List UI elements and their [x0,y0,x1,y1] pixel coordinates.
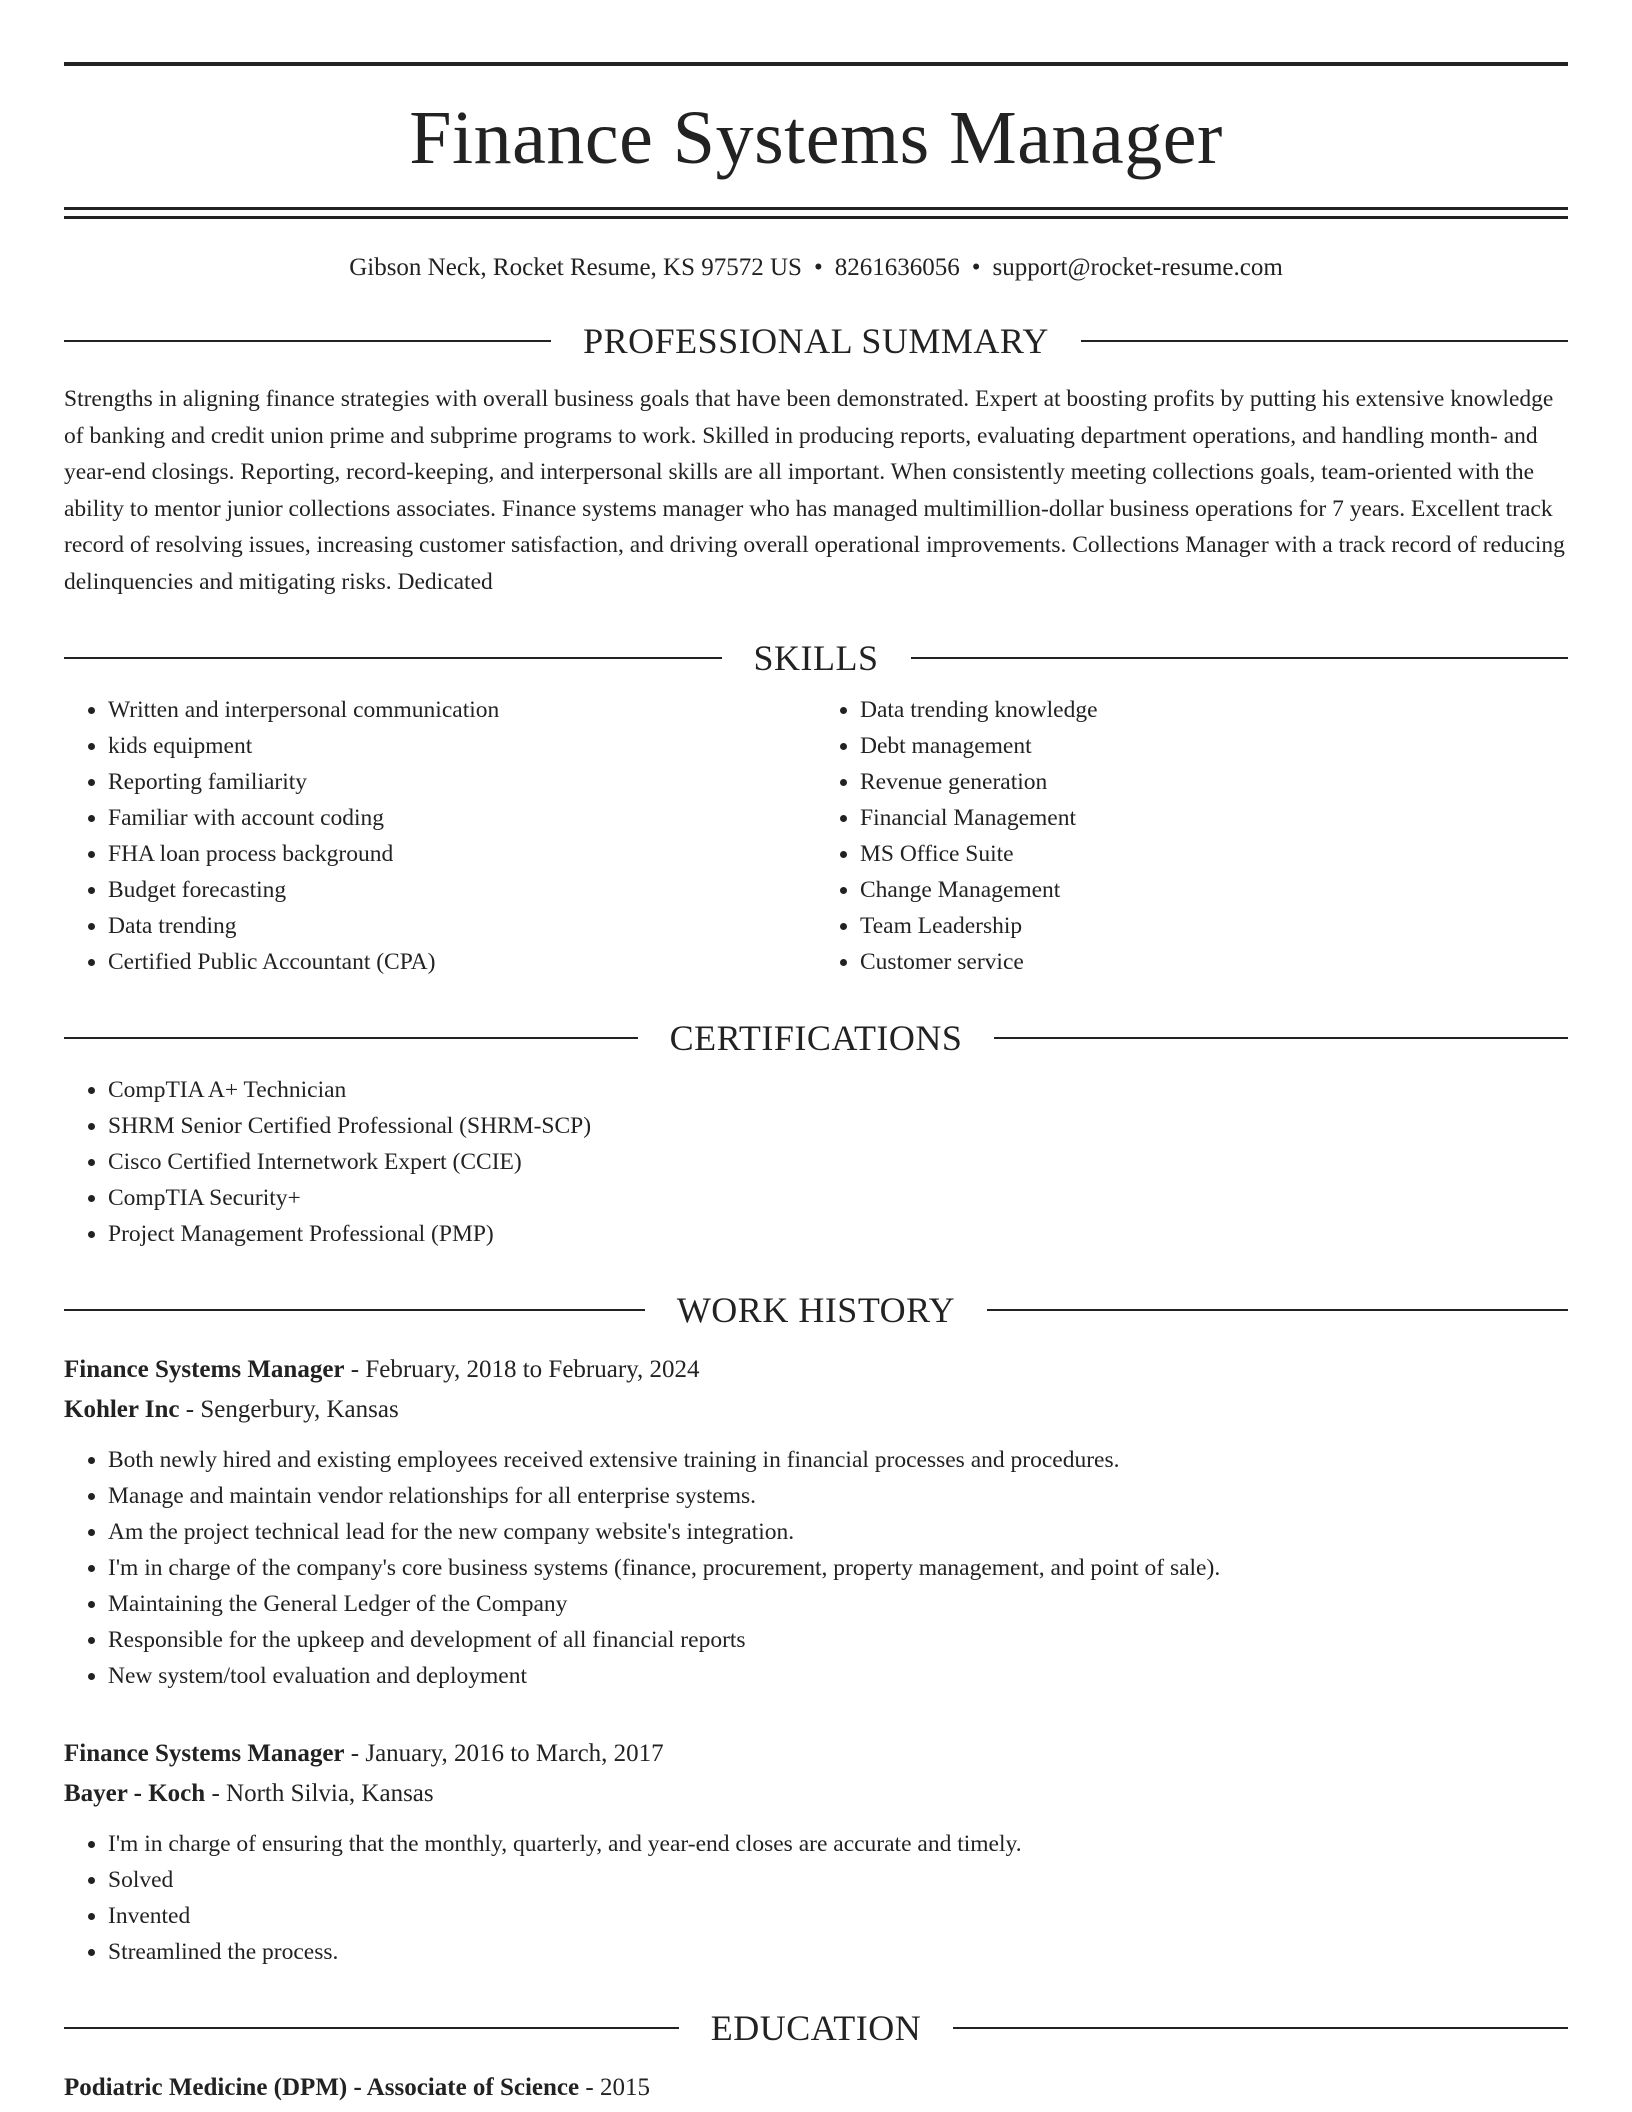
job-duty-item: • I'm in charge of ensuring that the monthly, quarterly, and year-end closes are accurate and timely. [108,1826,1568,1862]
contact-separator: • [813,254,823,281]
job-duties-list [64,1442,1568,1694]
education-degree: Podiatric Medicine (DPM) - Associate of Science [64,2074,580,2101]
skill-item: • Customer service [860,944,1568,980]
certification-item: • Cisco Certified Internetwork Expert (CCIE) [108,1144,1568,1180]
summary-paragraph: Strengths in aligning finance strategies with overall business goals that have been demonstrated. Expert at boosting profits by putting his extensive knowledge of banking and credit union prime and subprime programs to work. Skilled in producing reports, evaluating department operations, and handling month- and year-end closings. Reporting, record-keeping, and interpersonal skills are all important. When consistently meeting collections goals, team-oriented with the ability to mentor junior collections associates. Finance systems manager who has managed multimillion-dollar business operations for 7 years. Excellent track record of resolving issues, increasing customer satisfaction, and driving overall operational improvements. Collections Manager with a track record of reducing delinquencies and mitigating risks. Dedicated [64,386,1565,595]
section-divider [987,1309,1568,1311]
job-title: Finance Systems Manager [64,1740,345,1767]
section-divider [64,1309,645,1311]
skill-item: • Financial Management [860,800,1568,836]
title-block [64,0,1568,219]
job-dates: - January, 2016 to March, 2017 [344,1740,664,1767]
section-title: PROFESSIONAL SUMMARY [583,321,1049,361]
title-rule-lower [64,216,1568,219]
section-divider [64,2027,679,2029]
job-duty-item: • Manage and maintain vendor relationships for all enterprise systems. [108,1478,1568,1514]
job-company: Kohler Inc [64,1396,180,1423]
skill-item: • Written and interpersonal communication [108,692,816,728]
job-duty-item: • New system/tool evaluation and deployment [108,1658,1568,1694]
skills-column-right [816,678,1568,980]
title-rule-upper [64,207,1568,210]
skill-item: • Certified Public Accountant (CPA) [108,944,816,980]
contact-phone: 8261636056 [834,254,960,281]
top-rule [64,62,1568,66]
job-dates: - February, 2018 to February, 2024 [344,1356,700,1383]
skills-list-right [816,692,1568,980]
education-entry [64,2068,1568,2108]
skill-item: • MS Office Suite [860,836,1568,872]
job-duty-item: • Streamlined the process. [108,1934,1568,1970]
job-duties-list [64,1826,1568,1970]
skill-item: • Data trending knowledge [860,692,1568,728]
certifications-list [64,1072,1568,1252]
job-duty-item: • I'm in charge of the company's core business systems (finance, procurement, property management, and point of sale). [108,1550,1568,1586]
job-location: - North Silvia, Kansas [205,1780,434,1807]
section-title: SKILLS [753,638,879,678]
section-title: CERTIFICATIONS [669,1018,963,1058]
job-company-line [64,1774,1568,1814]
certification-item: • CompTIA A+ Technician [108,1072,1568,1108]
job-company-line [64,1390,1568,1430]
contact-line [64,253,1568,283]
skills-list-left [64,692,816,980]
certification-item: • Project Management Professional (PMP) [108,1216,1568,1252]
certification-item: • CompTIA Security+ [108,1180,1568,1216]
section-header-skills [64,638,1568,678]
skill-item: • Budget forecasting [108,872,816,908]
job-duty-item: • Am the project technical lead for the new company website's integration. [108,1514,1568,1550]
job-duty-item: • Maintaining the General Ledger of the Company [108,1586,1568,1622]
skill-item: • Debt management [860,728,1568,764]
skills-column-left [64,678,816,980]
job-company: Bayer - Koch [64,1780,206,1807]
skill-item: • Familiar with account coding [108,800,816,836]
section-title: WORK HISTORY [676,1290,956,1330]
skill-item: • Team Leadership [860,908,1568,944]
section-divider [911,657,1569,659]
job-location: - Sengerbury, Kansas [179,1396,399,1423]
section-header-work-history [64,1290,1568,1330]
skill-item: • kids equipment [108,728,816,764]
job-title: Finance Systems Manager [64,1356,345,1383]
resume-title: Finance Systems Manager [409,96,1223,180]
section-divider [64,657,722,659]
certification-item: • SHRM Senior Certified Professional (SHRM-SCP) [108,1108,1568,1144]
job-entry [64,1350,1568,1694]
skills-columns [64,678,1568,980]
job-duty-item: • Both newly hired and existing employees received extensive training in financial processes and procedures. [108,1442,1568,1478]
section-divider [1081,340,1568,342]
section-divider [64,1037,638,1039]
section-divider [994,1037,1568,1039]
job-duty-item: • Invented [108,1898,1568,1934]
job-entry [64,1734,1568,1970]
job-duty-item: • Responsible for the upkeep and development of all financial reports [108,1622,1568,1658]
section-header-education [64,2008,1568,2048]
job-duty-item: • Solved [108,1862,1568,1898]
skill-item: • Revenue generation [860,764,1568,800]
job-title-line [64,1350,1568,1390]
skill-item: • FHA loan process background [108,836,816,872]
section-divider [64,340,551,342]
section-title: EDUCATION [710,2008,922,2048]
skill-item: • Change Management [860,872,1568,908]
contact-separator: • [971,254,981,281]
section-header-summary [64,321,1568,361]
contact-email: support@rocket-resume.com [992,254,1283,281]
section-header-certifications [64,1018,1568,1058]
section-divider [953,2027,1568,2029]
contact-address: Gibson Neck, Rocket Resume, KS 97572 US [349,254,802,281]
skill-item: • Reporting familiarity [108,764,816,800]
education-year: - 2015 [579,2074,650,2101]
job-title-line [64,1734,1568,1774]
skill-item: • Data trending [108,908,816,944]
